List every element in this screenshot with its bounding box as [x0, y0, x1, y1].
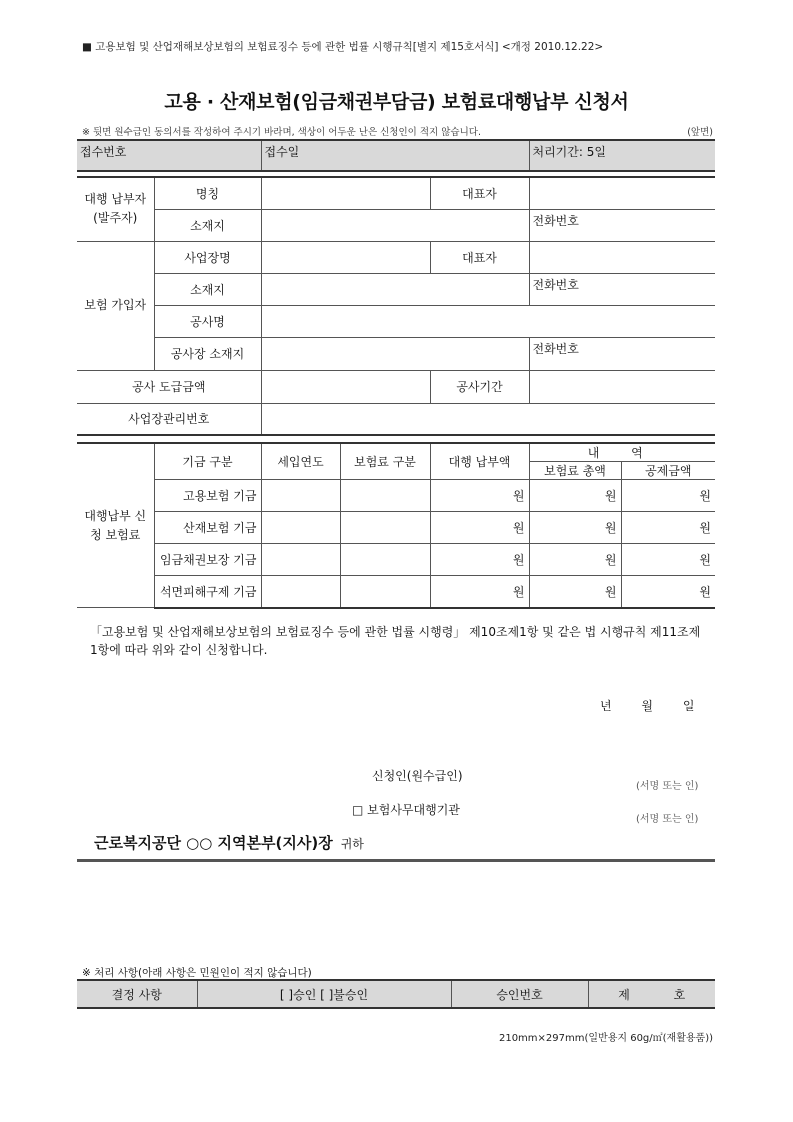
- insured-rep-label: 대표자: [430, 241, 529, 273]
- fund-label: 임금채권보장 기금: [154, 544, 261, 576]
- form-title: 고용 · 산재보험(임금채권부담금) 보험료대행납부 신청서: [164, 91, 629, 113]
- col-year-header: 세입연도: [261, 443, 340, 480]
- col-total-header: 보험료 총액: [529, 462, 621, 480]
- premium-row: [77, 480, 715, 512]
- law-reference: ■ 고용보험 및 산업재해보상보험의 보험료징수 등에 관한 법률 시행규칙[별지 제15호서식] <개정 2010.12.22>: [82, 41, 604, 53]
- col-amount-header: 대행 납부액: [430, 443, 529, 480]
- applicant-info-table: [77, 176, 715, 436]
- total-field[interactable]: [529, 512, 621, 544]
- page-side-label: (앞면): [687, 127, 713, 138]
- receipt-date-label: 접수일: [261, 140, 529, 171]
- applicant-label: 신청인(원수급인): [372, 769, 463, 783]
- won-unit: 원: [699, 553, 711, 567]
- won-unit: 원: [512, 489, 525, 503]
- recipient-name: 근로복지공단 ○○ 지역본부(지사)장: [94, 834, 333, 852]
- site-phone-label: 전화번호: [532, 341, 579, 356]
- deduct-field[interactable]: [621, 576, 715, 608]
- won-unit: 원: [604, 553, 617, 567]
- total-field[interactable]: [529, 576, 621, 608]
- paper-spec: 210mm×297mm(일반용지 60g/㎡(재활용품)): [498, 1033, 713, 1044]
- decision-label: 결정 사항: [77, 980, 197, 1008]
- amount-field[interactable]: [430, 480, 529, 512]
- premium-section-label: 대행납부 신청 보험료: [77, 443, 154, 608]
- construction-period-field[interactable]: [529, 370, 715, 403]
- insured-address-field[interactable]: [261, 273, 529, 305]
- amount-field[interactable]: [430, 544, 529, 576]
- divider: [77, 859, 715, 862]
- insured-rep-field[interactable]: [529, 241, 715, 273]
- insured-biz-name-label: 사업장명: [154, 241, 261, 273]
- won-unit: 원: [699, 521, 711, 535]
- won-unit: 원: [512, 521, 525, 535]
- agency-checkbox-label[interactable]: □ 보험사무대행기관: [352, 803, 460, 817]
- won-unit: 원: [699, 584, 711, 599]
- fund-label: 산재보험 기금: [154, 512, 261, 544]
- decision-options: [ ]승인 [ ]불승인: [197, 980, 451, 1008]
- processing-note: ※ 처리 사항(아래 사항은 민원인이 적지 않습니다): [82, 967, 312, 979]
- won-unit: 원: [604, 489, 617, 503]
- site-phone-field[interactable]: [529, 337, 715, 370]
- insured-address-label: 소재지: [154, 273, 261, 305]
- application-statement: 「고용보험 및 산업재해보상보험의 보험료징수 등에 관한 법률 시행령」 제10조제1항 및 같은 법 시행규칙 제11조제1항에 따라 위와 같이 신청합니다.: [90, 625, 701, 657]
- total-field[interactable]: [529, 544, 621, 576]
- premium-row: [77, 512, 715, 544]
- application-date[interactable]: 년 월 일: [600, 699, 695, 713]
- premium-table: [77, 442, 715, 609]
- agent-address-label: 소재지: [154, 209, 261, 241]
- type-field[interactable]: [340, 512, 430, 544]
- col-fund-header: 기금 구분: [154, 443, 261, 480]
- processing-table: [77, 979, 715, 1009]
- premium-row: [77, 576, 715, 608]
- type-field[interactable]: [340, 544, 430, 576]
- won-unit: 원: [604, 521, 617, 535]
- receipt-number-label: 접수번호: [77, 140, 261, 171]
- applicant-signature[interactable]: (서명 또는 인): [636, 781, 699, 792]
- recipient: [94, 832, 364, 853]
- agent-section-label: 대행 납부자 (발주자): [77, 177, 154, 241]
- deduct-field[interactable]: [621, 544, 715, 576]
- recipient-honorific: 귀하: [340, 837, 364, 851]
- fund-label: 석면피해구제 기금: [154, 576, 261, 608]
- site-address-label: 공사장 소재지: [154, 337, 261, 370]
- won-unit: 원: [604, 584, 617, 599]
- col-type-header: 보험료 구분: [340, 443, 430, 480]
- agent-phone-field[interactable]: [529, 209, 715, 241]
- total-field[interactable]: [529, 480, 621, 512]
- deduct-field[interactable]: [621, 512, 715, 544]
- amount-field[interactable]: [430, 576, 529, 608]
- amount-field[interactable]: [430, 512, 529, 544]
- issue-number-label: 제 호: [588, 980, 715, 1008]
- col-deduct-header: 공제금액: [621, 462, 715, 480]
- type-field[interactable]: [340, 480, 430, 512]
- type-field[interactable]: [340, 576, 430, 608]
- site-address-field[interactable]: [261, 337, 529, 370]
- agent-rep-label: 대표자: [430, 177, 529, 209]
- agent-address-field[interactable]: [261, 209, 529, 241]
- contract-amount-field[interactable]: [261, 370, 430, 403]
- won-unit: 원: [512, 584, 525, 599]
- project-name-label: 공사명: [154, 305, 261, 337]
- year-field[interactable]: [261, 576, 340, 608]
- construction-period-label: 공사기간: [430, 370, 529, 403]
- mgmt-number-label: 사업장관리번호: [77, 403, 261, 435]
- approval-number-label: 승인번호: [451, 980, 588, 1008]
- processing-period-label: 처리기간: 5일: [529, 140, 715, 171]
- project-name-field[interactable]: [261, 305, 715, 337]
- premium-row: [77, 544, 715, 576]
- insured-phone-field[interactable]: [529, 273, 715, 305]
- agent-rep-field[interactable]: [529, 177, 715, 209]
- won-unit: 원: [512, 553, 525, 567]
- fund-label: 고용보험 기금: [154, 480, 261, 512]
- year-field[interactable]: [261, 480, 340, 512]
- insured-section-label: 보험 가입자: [77, 241, 154, 370]
- receipt-table: [77, 139, 715, 172]
- mgmt-number-field[interactable]: [261, 403, 715, 435]
- insured-phone-label: 전화번호: [532, 277, 579, 292]
- instruction-note: ※ 뒷면 원수급인 동의서를 작성하여 주시기 바라며, 색상이 어두운 난은 신청인이 적지 않습니다.: [82, 127, 481, 138]
- year-field[interactable]: [261, 544, 340, 576]
- insured-biz-name-field[interactable]: [261, 241, 430, 273]
- contract-amount-label: 공사 도급금액: [77, 370, 261, 403]
- agent-name-label: 명칭: [154, 177, 261, 209]
- deduct-field[interactable]: [621, 480, 715, 512]
- year-field[interactable]: [261, 512, 340, 544]
- won-unit: 원: [699, 489, 711, 503]
- agent-phone-label: 전화번호: [532, 213, 579, 228]
- col-detail-header: 내 역: [529, 443, 715, 462]
- agent-name-field[interactable]: [261, 177, 430, 209]
- agency-signature[interactable]: (서명 또는 인): [636, 814, 699, 825]
